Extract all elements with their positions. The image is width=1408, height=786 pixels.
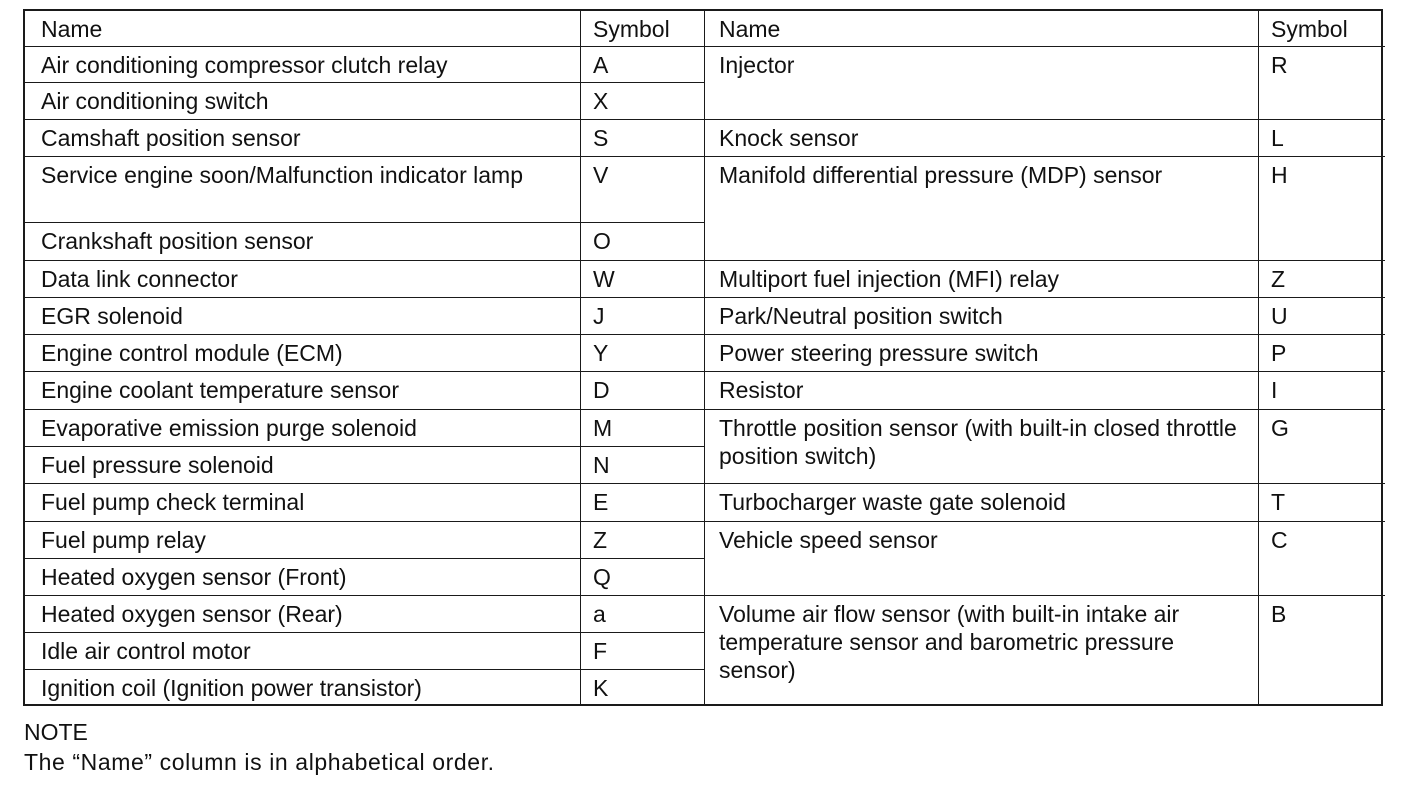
- row-divider: [25, 297, 704, 298]
- left-row-symbol: E: [593, 489, 609, 515]
- row-divider: [704, 156, 1385, 157]
- left-row-name: Camshaft position sensor: [41, 125, 301, 151]
- row-divider: [704, 371, 1385, 372]
- left-row-symbol: W: [593, 266, 615, 292]
- row-divider: [25, 483, 704, 484]
- left-row-symbol: D: [593, 377, 610, 403]
- row-divider: [704, 409, 1385, 410]
- right-symbol-header: Symbol: [1271, 16, 1348, 42]
- left-row-name: Engine control module (ECM): [41, 340, 343, 366]
- right-row-symbol: Z: [1271, 266, 1286, 292]
- right-name-header: Name: [719, 16, 781, 42]
- left-row-name: Fuel pressure solenoid: [41, 452, 274, 478]
- left-row-symbol: X: [593, 88, 609, 114]
- note-title: NOTE: [24, 719, 88, 745]
- right-row-name: Power steering pressure switch: [719, 340, 1039, 366]
- left-row-name: Service engine soon/Malfunction indicator lamp: [41, 162, 523, 188]
- row-divider: [25, 595, 704, 596]
- left-row-name: Heated oxygen sensor (Front): [41, 564, 347, 590]
- left-row-symbol: M: [593, 415, 613, 441]
- left-row-symbol: Q: [593, 564, 611, 590]
- left-row-name: Engine coolant temperature sensor: [41, 377, 399, 403]
- left-row-name: Fuel pump relay: [41, 527, 206, 553]
- right-row-name: Injector: [719, 52, 795, 78]
- row-divider: [25, 521, 704, 522]
- row-divider: [704, 483, 1385, 484]
- right-row-symbol: G: [1271, 415, 1289, 441]
- row-divider: [704, 297, 1385, 298]
- right-row-symbol: R: [1271, 52, 1288, 78]
- row-divider: [25, 156, 704, 157]
- right-row-symbol: C: [1271, 527, 1288, 553]
- right-row-symbol: I: [1271, 377, 1278, 403]
- row-divider: [25, 446, 704, 447]
- row-divider: [25, 669, 704, 670]
- row-divider: [25, 260, 704, 261]
- left-row-name: EGR solenoid: [41, 303, 183, 329]
- row-divider: [704, 521, 1385, 522]
- right-row-symbol: T: [1271, 489, 1286, 515]
- row-divider: [25, 371, 704, 372]
- left-row-name: Air conditioning switch: [41, 88, 269, 114]
- right-row-name: Knock sensor: [719, 125, 859, 151]
- right-row-name: Turbocharger waste gate solenoid: [719, 489, 1066, 515]
- left-row-symbol: J: [593, 303, 605, 329]
- left-row-name: Idle air control motor: [41, 638, 251, 664]
- left-row-name: Air conditioning compressor clutch relay: [41, 52, 448, 78]
- left-row-symbol: Z: [593, 527, 608, 553]
- left-symbol-header: Symbol: [593, 16, 670, 42]
- right-row-symbol: B: [1271, 601, 1287, 627]
- row-divider: [25, 409, 704, 410]
- right-row-name: Multiport fuel injection (MFI) relay: [719, 266, 1059, 292]
- row-divider: [25, 632, 704, 633]
- right-row-name: Manifold differential pressure (MDP) sensor: [719, 162, 1163, 188]
- row-divider: [25, 119, 704, 120]
- row-divider: [704, 119, 1385, 120]
- row-divider: [25, 334, 704, 335]
- row-divider: [25, 222, 704, 223]
- left-row-symbol: A: [593, 52, 609, 78]
- row-divider: [25, 82, 704, 83]
- note: [24, 717, 495, 777]
- parts-table: [23, 9, 1383, 706]
- right-row-symbol: H: [1271, 162, 1288, 188]
- left-row-symbol: O: [593, 228, 611, 254]
- right-row-name: Park/Neutral position switch: [719, 303, 1003, 329]
- left-row-symbol: Y: [593, 340, 609, 366]
- right-row-symbol: L: [1271, 125, 1284, 151]
- row-divider: [25, 558, 704, 559]
- left-row-name: Evaporative emission purge solenoid: [41, 415, 417, 441]
- left-row-symbol: S: [593, 125, 609, 151]
- left-row-name: Ignition coil (Ignition power transistor): [41, 675, 422, 701]
- left-row-symbol: a: [593, 601, 606, 627]
- left-row-name: Fuel pump check terminal: [41, 489, 305, 515]
- right-row-name: Resistor: [719, 377, 804, 403]
- right-row-name: Volume air flow sensor (with built-in intake air temperature sensor and barometric pressure sensor): [719, 601, 1180, 683]
- row-divider: [704, 334, 1385, 335]
- right-row-symbol: U: [1271, 303, 1288, 329]
- left-row-symbol: K: [593, 675, 609, 701]
- right-row-name: Vehicle speed sensor: [719, 527, 938, 553]
- left-row-symbol: N: [593, 452, 610, 478]
- row-divider: [704, 260, 1385, 261]
- left-name-header: Name: [41, 16, 103, 42]
- left-row-name: Crankshaft position sensor: [41, 228, 314, 254]
- column-divider: [580, 11, 581, 704]
- column-divider: [1258, 11, 1259, 704]
- right-row-symbol: P: [1271, 340, 1287, 366]
- left-row-symbol: F: [593, 638, 608, 664]
- row-divider: [25, 46, 1385, 47]
- column-divider: [704, 11, 705, 704]
- left-row-symbol: V: [593, 162, 609, 188]
- right-row-name: Throttle position sensor (with built-in closed throttle position switch): [719, 415, 1237, 469]
- row-divider: [704, 595, 1385, 596]
- left-row-name: Data link connector: [41, 266, 238, 292]
- left-row-name: Heated oxygen sensor (Rear): [41, 601, 343, 627]
- note-text: The “Name” column is in alphabetical order.: [24, 749, 495, 775]
